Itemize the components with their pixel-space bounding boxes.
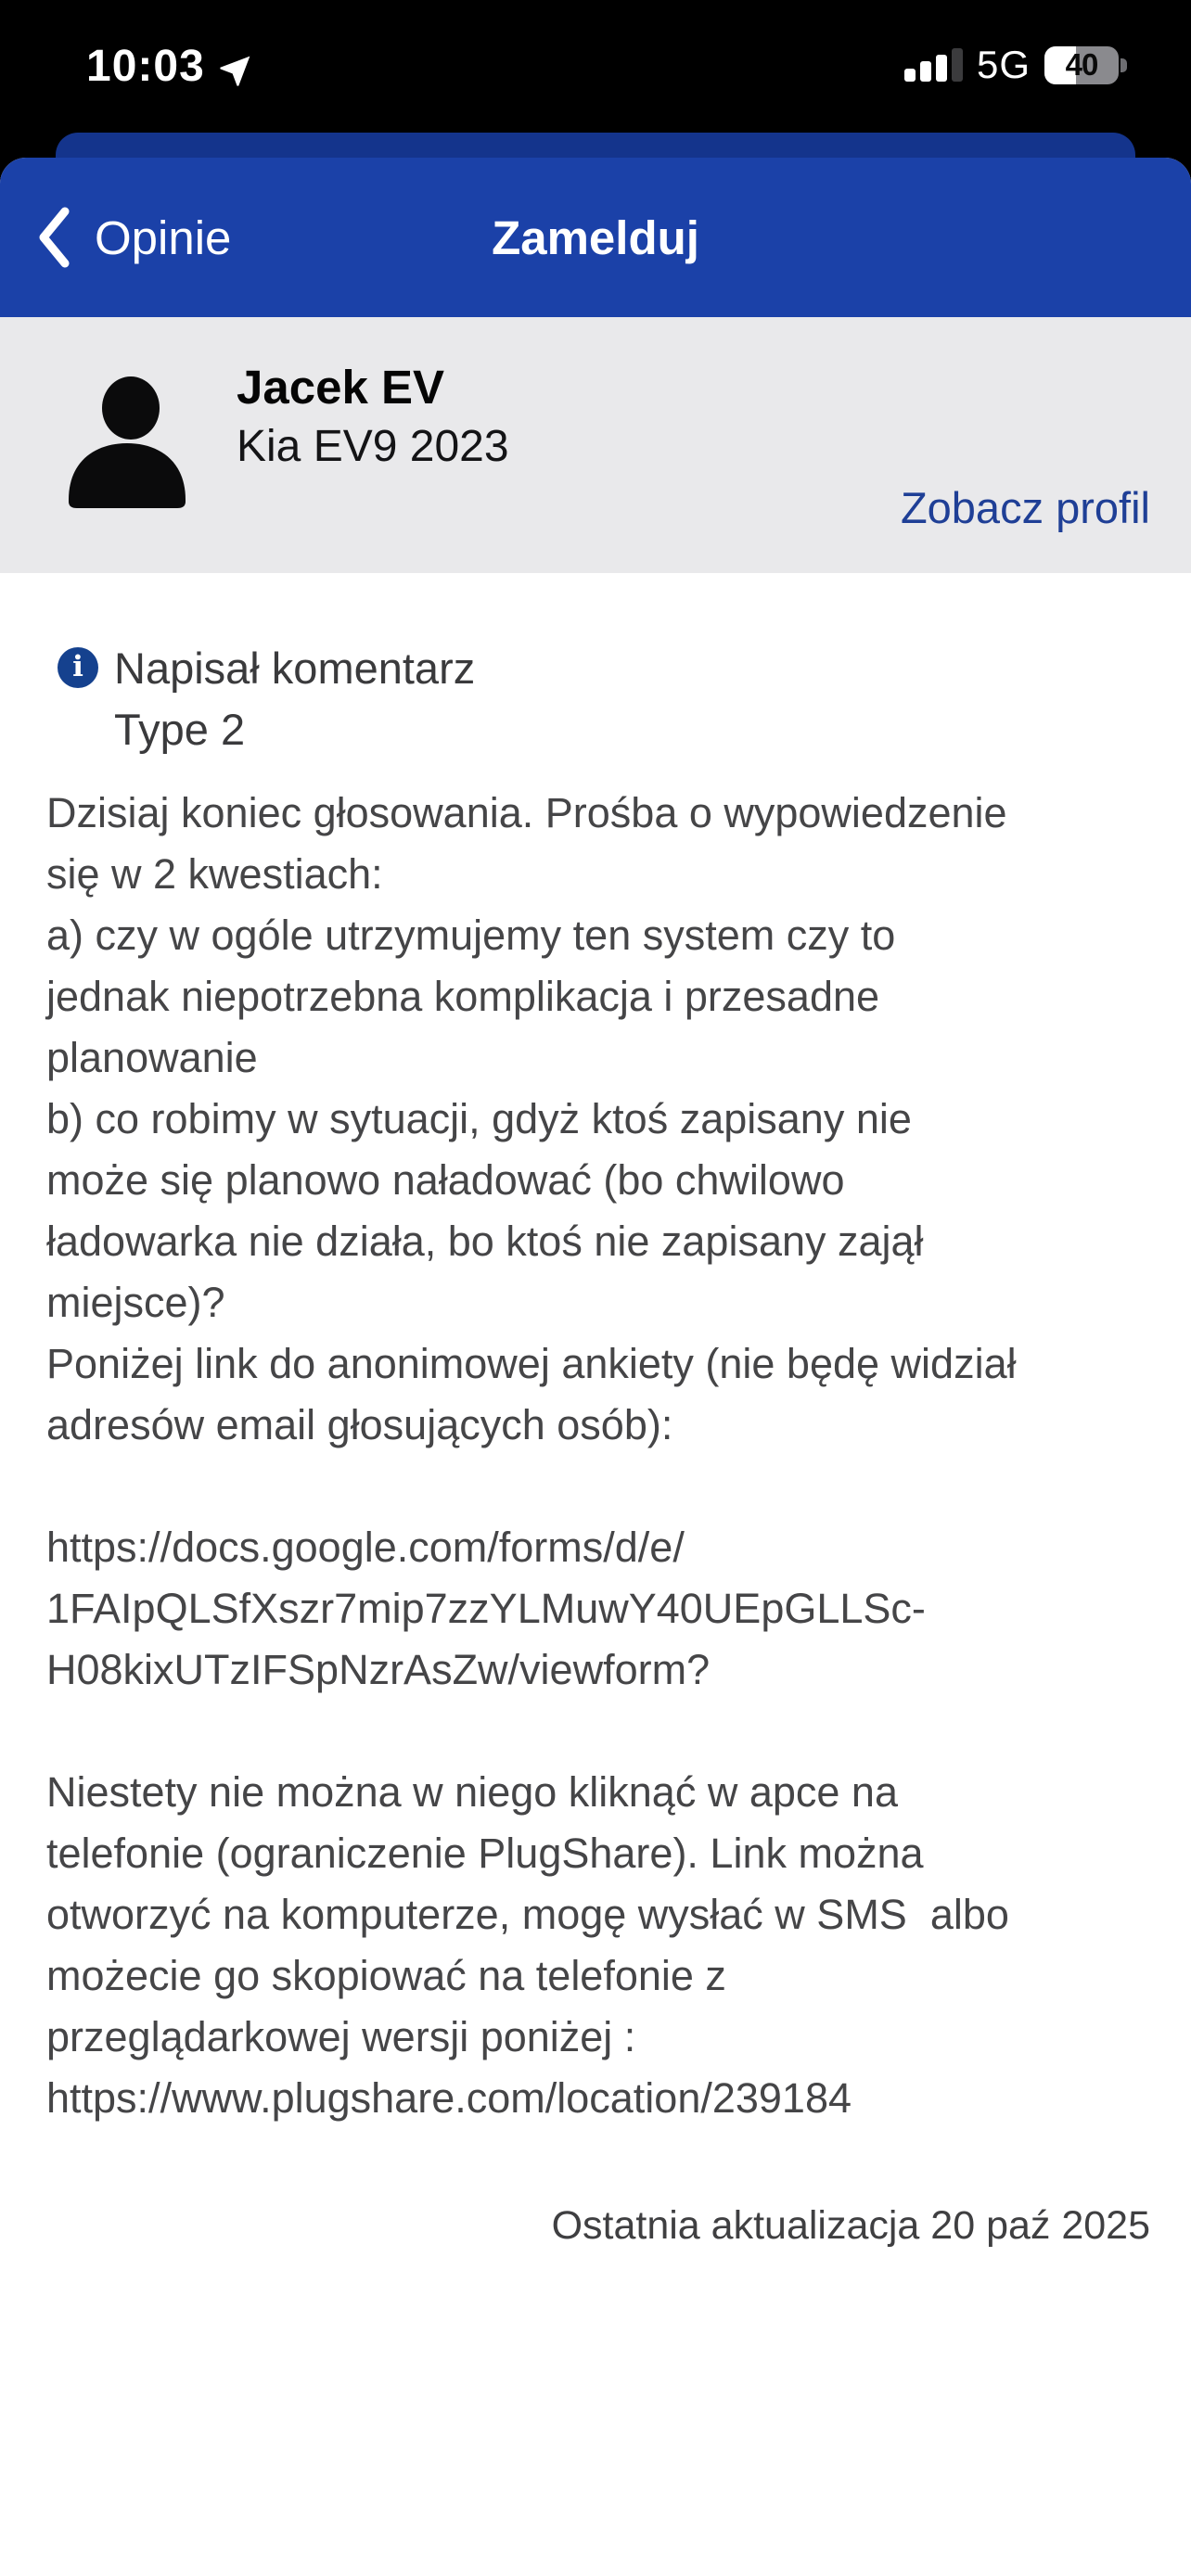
network-type-label: 5G [976, 43, 1031, 86]
comment-line: adresów email głosujących osób): [46, 1401, 673, 1448]
checkin-sheet [0, 158, 1191, 2576]
comment-line: Poniżej link do anonimowej ankiety (nie będę widział [46, 1340, 1017, 1387]
last-updated-label: Ostatnia aktualizacja 20 paź 2025 [551, 2203, 1150, 2248]
location-arrow-icon [211, 41, 264, 94]
status-left [86, 41, 257, 92]
comment-line: przeglądarkowej wersji poniżej : [46, 2013, 636, 2060]
avatar[interactable] [68, 376, 186, 508]
comment-line: H08kixUTzIFSpNzrAsZw/viewform? [46, 1646, 711, 1693]
user-name: Jacek EV [237, 361, 445, 414]
checkin-event-row [46, 638, 1150, 760]
comment-line [46, 1701, 1150, 1762]
event-label: Napisał komentarz [114, 644, 476, 693]
comment-line: 1FAIpQLSfXszr7mip7zzYLMuwY40UEpGLLSc- [46, 1585, 926, 1632]
comment-line: jednak niepotrzebna komplikacja i przesadne [46, 973, 880, 1020]
user-profile-section [0, 317, 1191, 573]
comment-line: https://www.plugshare.com/location/239184 [46, 2074, 852, 2122]
status-bar [0, 0, 1191, 133]
profile-info [237, 358, 509, 477]
user-vehicle: Kia EV9 2023 [237, 422, 509, 471]
back-button-label: Opinie [95, 210, 232, 264]
comment-line: https://docs.google.com/forms/d/e/ [46, 1524, 685, 1571]
connector-type-label: Type 2 [114, 705, 246, 754]
clock: 10:03 [86, 42, 205, 91]
event-text [114, 638, 475, 760]
comment-line: możecie go skopiować na telefonie z [46, 1952, 726, 1999]
cellular-signal-icon [904, 48, 963, 82]
battery-icon [1044, 46, 1119, 84]
comment-line: b) co robimy w sytuacji, gdyż ktoś zapisany nie [46, 1095, 912, 1142]
info-icon: i [58, 647, 98, 688]
comment-line: się w 2 kwestiach: [46, 850, 383, 898]
comment-line: Niestety nie można w niego kliknąć w apce na [46, 1768, 898, 1816]
comment-line: planowanie [46, 1034, 258, 1081]
chevron-left-icon [37, 207, 70, 268]
comment-line: może się planowo naładować (bo chwilowo [46, 1156, 845, 1204]
battery-nub [1121, 58, 1127, 72]
comment-line [46, 1456, 1150, 1517]
navigation-bar [0, 158, 1191, 317]
comment-line: miejsce)? [46, 1279, 225, 1326]
comment-line: ładowarka nie działa, bo ktoś nie zapisany zajął [46, 1218, 924, 1265]
status-right [904, 41, 1119, 89]
comment-line: a) czy w ogóle utrzymujemy ten system czy to [46, 912, 896, 959]
back-button[interactable] [37, 158, 231, 317]
nav-title: Zamelduj [492, 210, 699, 264]
comment-line: Dzisiaj koniec głosowania. Prośba o wypowiedzenie [46, 789, 1007, 836]
comment-line: telefonie (ograniczenie PlugShare). Link można [46, 1830, 924, 1877]
checkin-content [0, 638, 1191, 2249]
battery-percent: 40 [1065, 47, 1098, 82]
comment-line: otworzyć na komputerze, mogę wysłać w SMS albo [46, 1891, 1009, 1938]
view-profile-link[interactable]: Zobacz profil [900, 483, 1150, 532]
comment-text [46, 783, 1150, 2129]
